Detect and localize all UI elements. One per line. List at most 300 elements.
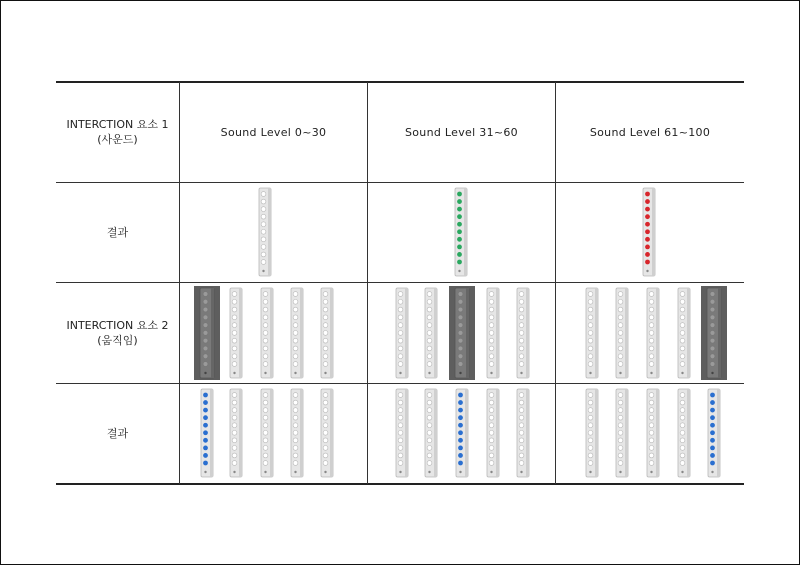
led-dot bbox=[293, 299, 298, 304]
led-dot bbox=[489, 307, 494, 312]
led-dot bbox=[203, 354, 208, 359]
led-dot bbox=[618, 315, 623, 320]
movement-stick bbox=[395, 286, 409, 380]
movement-result-stick bbox=[646, 387, 660, 479]
led-dot bbox=[261, 237, 266, 242]
led-dot bbox=[203, 292, 208, 297]
led-dot bbox=[203, 307, 208, 312]
led-dot bbox=[588, 315, 593, 320]
led-dot bbox=[710, 307, 715, 312]
led-dot bbox=[489, 423, 494, 428]
led-dot bbox=[680, 430, 685, 435]
led-dot bbox=[293, 346, 298, 351]
led-dot bbox=[519, 323, 524, 328]
led-dot bbox=[588, 461, 593, 466]
switch-dot bbox=[619, 372, 621, 374]
movement-stick bbox=[646, 286, 660, 380]
led-dot bbox=[519, 346, 524, 351]
switch-dot bbox=[589, 372, 591, 374]
movement-result-lit-stick bbox=[200, 387, 214, 479]
row-label-sound bbox=[56, 82, 179, 182]
led-dot bbox=[588, 400, 593, 405]
led-dot bbox=[457, 244, 462, 249]
led-dot bbox=[293, 362, 298, 367]
led-dot bbox=[519, 438, 524, 443]
led-dot bbox=[489, 430, 494, 435]
led-dot bbox=[458, 346, 463, 351]
movement-active-stick bbox=[701, 286, 727, 380]
led-dot bbox=[203, 362, 208, 367]
column-header-text: Sound Level 31~60 bbox=[405, 125, 518, 139]
led-dot bbox=[457, 214, 462, 219]
led-dot bbox=[680, 362, 685, 367]
led-dot bbox=[398, 445, 403, 450]
row-label-line2: (움직임) bbox=[97, 334, 138, 347]
switch-dot bbox=[681, 372, 683, 374]
led-dot bbox=[427, 292, 432, 297]
led-dot bbox=[649, 315, 654, 320]
led-dot bbox=[588, 445, 593, 450]
row-label-line1: INTERCTION 요소 1 bbox=[66, 118, 169, 131]
led-dot bbox=[398, 430, 403, 435]
led-dot bbox=[398, 393, 403, 398]
movement-result-stick bbox=[320, 387, 334, 479]
led-dot bbox=[232, 346, 237, 351]
led-dot bbox=[398, 362, 403, 367]
led-dot bbox=[261, 207, 266, 212]
led-dot bbox=[232, 430, 237, 435]
led-dot bbox=[680, 299, 685, 304]
row-label-line1: 결과 bbox=[106, 226, 129, 239]
led-dot bbox=[649, 338, 654, 343]
led-dot bbox=[293, 438, 298, 443]
led-dot bbox=[458, 292, 463, 297]
row-label-line2: (사운드) bbox=[97, 133, 138, 146]
led-dot bbox=[710, 415, 715, 420]
led-dot bbox=[232, 362, 237, 367]
led-dot bbox=[519, 408, 524, 413]
led-dot bbox=[489, 461, 494, 466]
led-dot bbox=[427, 438, 432, 443]
led-dot bbox=[398, 408, 403, 413]
led-dot bbox=[323, 299, 328, 304]
led-dot bbox=[232, 323, 237, 328]
led-dot bbox=[427, 453, 432, 458]
row-label-result-2 bbox=[56, 384, 179, 483]
led-dot bbox=[323, 423, 328, 428]
movement-stick bbox=[260, 286, 274, 380]
led-dot bbox=[323, 408, 328, 413]
led-dot bbox=[261, 214, 266, 219]
led-dot bbox=[263, 323, 268, 328]
switch-dot bbox=[459, 471, 461, 473]
led-dot bbox=[680, 393, 685, 398]
movement-result-stick bbox=[229, 387, 243, 479]
led-dot bbox=[293, 323, 298, 328]
column-header-text: Sound Level 61~100 bbox=[589, 125, 711, 139]
led-dot bbox=[457, 222, 462, 227]
led-dot bbox=[680, 346, 685, 351]
led-dot bbox=[680, 438, 685, 443]
led-dot bbox=[203, 415, 208, 420]
led-dot bbox=[710, 430, 715, 435]
led-dot bbox=[427, 323, 432, 328]
led-dot bbox=[710, 323, 715, 328]
led-dot bbox=[203, 315, 208, 320]
led-dot bbox=[203, 400, 208, 405]
led-dot bbox=[588, 362, 593, 367]
movement-stick bbox=[424, 286, 438, 380]
led-dot bbox=[489, 400, 494, 405]
led-dot bbox=[645, 229, 650, 234]
switch-dot bbox=[262, 270, 264, 272]
led-dot bbox=[489, 299, 494, 304]
led-dot bbox=[710, 393, 715, 398]
led-dot bbox=[458, 354, 463, 359]
led-dot bbox=[519, 307, 524, 312]
switch-dot bbox=[428, 471, 430, 473]
led-dot bbox=[457, 237, 462, 242]
led-dot bbox=[398, 307, 403, 312]
led-dot bbox=[263, 400, 268, 405]
movement-stick bbox=[486, 286, 500, 380]
switch-dot bbox=[589, 471, 591, 473]
led-dot bbox=[293, 453, 298, 458]
switch-dot bbox=[264, 372, 266, 374]
led-dot bbox=[519, 453, 524, 458]
movement-result-stick bbox=[260, 387, 274, 479]
led-dot bbox=[232, 408, 237, 413]
led-dot bbox=[458, 438, 463, 443]
led-dot bbox=[232, 292, 237, 297]
switch-dot bbox=[204, 471, 206, 473]
led-dot bbox=[293, 330, 298, 335]
sound-result-stick bbox=[258, 186, 272, 278]
led-dot bbox=[293, 461, 298, 466]
led-dot bbox=[710, 338, 715, 343]
column-header-mid bbox=[368, 82, 555, 182]
led-dot bbox=[649, 415, 654, 420]
movement-stick bbox=[615, 286, 629, 380]
led-dot bbox=[710, 315, 715, 320]
led-dot bbox=[645, 237, 650, 242]
led-dot bbox=[680, 330, 685, 335]
led-dot bbox=[323, 307, 328, 312]
switch-dot bbox=[490, 471, 492, 473]
led-dot bbox=[489, 292, 494, 297]
led-dot bbox=[203, 453, 208, 458]
led-dot bbox=[457, 207, 462, 212]
led-dot bbox=[588, 453, 593, 458]
movement-stick bbox=[320, 286, 334, 380]
movement-result-stick bbox=[585, 387, 599, 479]
led-dot bbox=[398, 315, 403, 320]
led-dot bbox=[710, 299, 715, 304]
led-dot bbox=[458, 400, 463, 405]
led-dot bbox=[263, 423, 268, 428]
column-header-text: Sound Level 0~30 bbox=[220, 125, 327, 139]
movement-stick bbox=[229, 286, 243, 380]
led-dot bbox=[649, 445, 654, 450]
led-dot bbox=[398, 438, 403, 443]
switch-dot bbox=[619, 471, 621, 473]
led-dot bbox=[323, 445, 328, 450]
led-dot bbox=[427, 330, 432, 335]
led-dot bbox=[323, 292, 328, 297]
led-dot bbox=[293, 307, 298, 312]
led-dot bbox=[427, 400, 432, 405]
led-dot bbox=[645, 222, 650, 227]
led-dot bbox=[427, 415, 432, 420]
led-dot bbox=[618, 307, 623, 312]
led-dot bbox=[710, 400, 715, 405]
led-dot bbox=[427, 461, 432, 466]
led-dot bbox=[263, 299, 268, 304]
led-dot bbox=[323, 346, 328, 351]
column-header-high bbox=[556, 82, 744, 182]
led-dot bbox=[458, 408, 463, 413]
led-dot bbox=[618, 430, 623, 435]
movement-result-stick bbox=[290, 387, 304, 479]
led-dot bbox=[649, 354, 654, 359]
led-dot bbox=[203, 346, 208, 351]
led-dot bbox=[323, 453, 328, 458]
led-dot bbox=[489, 453, 494, 458]
led-dot bbox=[261, 260, 266, 265]
led-dot bbox=[710, 438, 715, 443]
led-dot bbox=[489, 362, 494, 367]
led-dot bbox=[232, 423, 237, 428]
led-dot bbox=[588, 430, 593, 435]
led-dot bbox=[649, 438, 654, 443]
led-dot bbox=[588, 408, 593, 413]
led-dot bbox=[680, 323, 685, 328]
switch-dot bbox=[711, 471, 713, 473]
led-dot bbox=[458, 430, 463, 435]
led-dot bbox=[203, 338, 208, 343]
led-dot bbox=[618, 292, 623, 297]
row-label-result-1 bbox=[56, 183, 179, 282]
led-dot bbox=[710, 461, 715, 466]
led-dot bbox=[293, 315, 298, 320]
led-dot bbox=[680, 315, 685, 320]
led-dot bbox=[489, 323, 494, 328]
switch-dot bbox=[233, 471, 235, 473]
led-dot bbox=[588, 330, 593, 335]
led-dot bbox=[618, 423, 623, 428]
led-dot bbox=[398, 423, 403, 428]
led-dot bbox=[232, 438, 237, 443]
led-dot bbox=[457, 260, 462, 265]
sound-result-stick bbox=[642, 186, 656, 278]
led-dot bbox=[293, 338, 298, 343]
led-dot bbox=[458, 323, 463, 328]
led-dot bbox=[398, 346, 403, 351]
led-dot bbox=[232, 315, 237, 320]
led-dot bbox=[293, 423, 298, 428]
led-dot bbox=[489, 393, 494, 398]
led-dot bbox=[293, 408, 298, 413]
led-dot bbox=[588, 323, 593, 328]
led-dot bbox=[519, 362, 524, 367]
led-dot bbox=[203, 423, 208, 428]
switch-dot bbox=[711, 372, 713, 374]
movement-result-stick bbox=[486, 387, 500, 479]
led-dot bbox=[323, 393, 328, 398]
switch-dot bbox=[490, 372, 492, 374]
led-dot bbox=[649, 292, 654, 297]
led-dot bbox=[293, 400, 298, 405]
row-label-movement bbox=[56, 283, 179, 383]
switch-dot bbox=[204, 372, 206, 374]
led-dot bbox=[263, 445, 268, 450]
led-dot bbox=[588, 438, 593, 443]
switch-dot bbox=[399, 372, 401, 374]
led-dot bbox=[588, 393, 593, 398]
led-dot bbox=[588, 415, 593, 420]
led-dot bbox=[293, 415, 298, 420]
led-dot bbox=[232, 445, 237, 450]
led-dot bbox=[398, 323, 403, 328]
led-dot bbox=[203, 408, 208, 413]
led-dot bbox=[458, 307, 463, 312]
led-dot bbox=[232, 330, 237, 335]
movement-result-stick bbox=[615, 387, 629, 479]
led-dot bbox=[710, 292, 715, 297]
switch-dot bbox=[428, 372, 430, 374]
switch-dot bbox=[646, 270, 648, 272]
led-dot bbox=[398, 354, 403, 359]
led-dot bbox=[263, 438, 268, 443]
led-dot bbox=[489, 408, 494, 413]
led-dot bbox=[323, 400, 328, 405]
sound-result-stick bbox=[454, 186, 468, 278]
led-dot bbox=[680, 423, 685, 428]
led-dot bbox=[519, 415, 524, 420]
led-dot bbox=[427, 338, 432, 343]
led-dot bbox=[618, 415, 623, 420]
switch-dot bbox=[650, 471, 652, 473]
led-dot bbox=[588, 354, 593, 359]
led-dot bbox=[263, 292, 268, 297]
led-dot bbox=[649, 400, 654, 405]
led-dot bbox=[323, 338, 328, 343]
led-dot bbox=[458, 299, 463, 304]
led-dot bbox=[203, 445, 208, 450]
led-dot bbox=[398, 453, 403, 458]
led-dot bbox=[458, 330, 463, 335]
switch-dot bbox=[294, 372, 296, 374]
led-dot bbox=[618, 393, 623, 398]
led-dot bbox=[203, 330, 208, 335]
led-dot bbox=[710, 354, 715, 359]
led-dot bbox=[427, 346, 432, 351]
led-dot bbox=[457, 192, 462, 197]
led-dot bbox=[398, 415, 403, 420]
led-dot bbox=[519, 423, 524, 428]
led-dot bbox=[263, 393, 268, 398]
led-dot bbox=[232, 338, 237, 343]
movement-active-stick bbox=[194, 286, 220, 380]
led-dot bbox=[232, 415, 237, 420]
led-dot bbox=[618, 323, 623, 328]
led-dot bbox=[293, 354, 298, 359]
led-dot bbox=[588, 292, 593, 297]
led-dot bbox=[588, 346, 593, 351]
led-dot bbox=[588, 299, 593, 304]
led-dot bbox=[680, 307, 685, 312]
led-dot bbox=[293, 393, 298, 398]
led-dot bbox=[203, 323, 208, 328]
led-dot bbox=[489, 315, 494, 320]
led-dot bbox=[261, 229, 266, 234]
led-dot bbox=[680, 415, 685, 420]
led-dot bbox=[203, 430, 208, 435]
switch-dot bbox=[458, 270, 460, 272]
led-dot bbox=[457, 199, 462, 204]
led-dot bbox=[458, 415, 463, 420]
led-dot bbox=[323, 461, 328, 466]
switch-dot bbox=[294, 471, 296, 473]
led-dot bbox=[263, 315, 268, 320]
led-dot bbox=[458, 315, 463, 320]
led-dot bbox=[489, 445, 494, 450]
led-dot bbox=[680, 408, 685, 413]
led-dot bbox=[323, 354, 328, 359]
led-dot bbox=[427, 445, 432, 450]
led-dot bbox=[427, 393, 432, 398]
led-dot bbox=[427, 299, 432, 304]
led-dot bbox=[618, 330, 623, 335]
led-dot bbox=[458, 393, 463, 398]
led-dot bbox=[263, 307, 268, 312]
led-dot bbox=[398, 292, 403, 297]
led-dot bbox=[710, 362, 715, 367]
row-label-line1: INTERCTION 요소 2 bbox=[66, 319, 169, 332]
led-dot bbox=[649, 346, 654, 351]
led-dot bbox=[489, 415, 494, 420]
led-dot bbox=[427, 430, 432, 435]
led-dot bbox=[519, 338, 524, 343]
led-dot bbox=[618, 445, 623, 450]
led-dot bbox=[293, 292, 298, 297]
led-dot bbox=[710, 346, 715, 351]
led-dot bbox=[323, 430, 328, 435]
led-dot bbox=[649, 323, 654, 328]
led-dot bbox=[649, 307, 654, 312]
led-dot bbox=[263, 430, 268, 435]
led-dot bbox=[263, 415, 268, 420]
led-dot bbox=[680, 453, 685, 458]
led-dot bbox=[519, 445, 524, 450]
led-dot bbox=[261, 252, 266, 257]
movement-result-stick bbox=[424, 387, 438, 479]
led-dot bbox=[618, 453, 623, 458]
led-dot bbox=[323, 330, 328, 335]
led-dot bbox=[588, 338, 593, 343]
led-dot bbox=[398, 461, 403, 466]
led-dot bbox=[458, 423, 463, 428]
led-dot bbox=[263, 346, 268, 351]
led-dot bbox=[457, 229, 462, 234]
led-dot bbox=[203, 438, 208, 443]
led-dot bbox=[203, 299, 208, 304]
led-dot bbox=[427, 315, 432, 320]
led-dot bbox=[645, 244, 650, 249]
led-dot bbox=[457, 252, 462, 257]
movement-result-stick bbox=[395, 387, 409, 479]
led-dot bbox=[618, 408, 623, 413]
